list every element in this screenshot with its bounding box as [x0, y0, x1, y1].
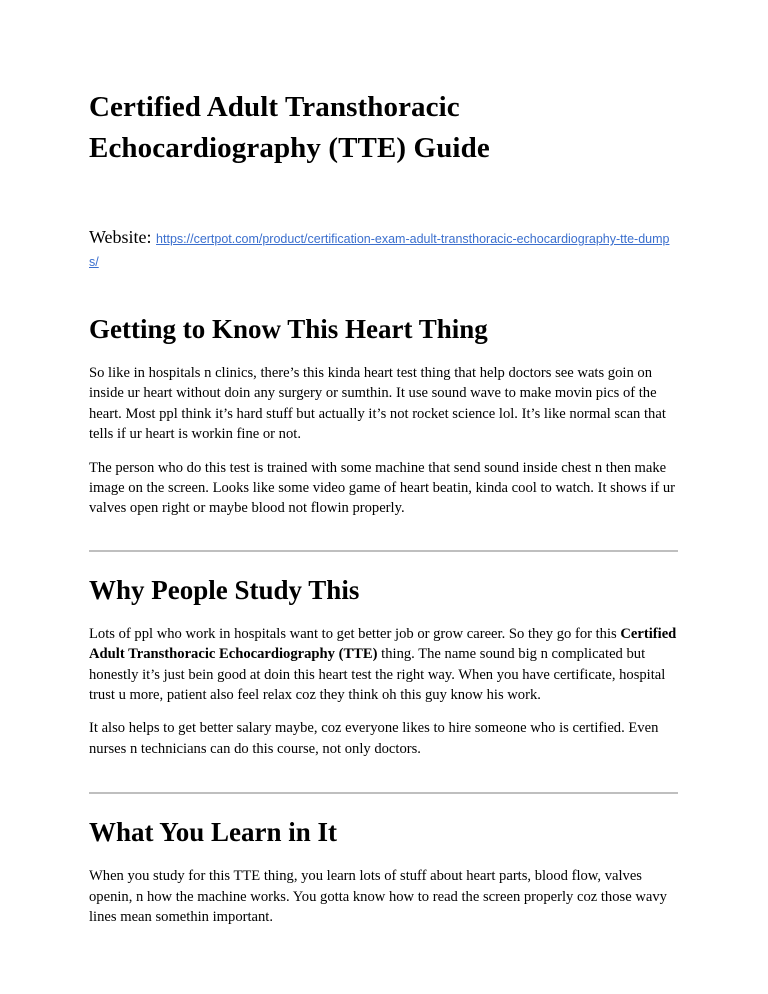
paragraph: When you study for this TTE thing, you learn lots of stuff about heart parts, blood flow, valves openin, n how the machine works. You gotta know how to read the screen properly coz those wavy lines mean somethin important. — [89, 868, 667, 926]
paragraph: So like in hospitals n clinics, there’s this kinda heart test thing that help doctors see wats goin on inside ur heart without doin any surgery or sumthin. It use sound wave to make movin pics of the heart. Most ppl think it’s hard stuff but actually it’s not rocket science lol. It’s like normal scan that tells if ur heart is workin fine or not. — [89, 365, 666, 443]
section-heading-getting-to-know: Getting to Know This Heart Thing — [89, 314, 488, 344]
website-line — [89, 169, 678, 272]
paragraph-text-part: Lots of ppl who work in hospitals want to get better job or grow career. So they go for this — [89, 625, 621, 642]
section-heading-what-you-learn: What You Learn in It — [89, 817, 338, 848]
paragraph-bold-term: Certified Adult Transthoracic Echocardiography (TTE) — [89, 625, 677, 663]
website-label: Website: — [89, 227, 152, 247]
website-url-link[interactable]: https://certpot.com/product/certification-exam-adult-transthoracic-echocardiography-tte-dumps/ — [89, 232, 670, 269]
paragraph: It also helps to get better salary maybe, coz everyone likes to hire someone who is certified. Even nurses n technicians can do this course, not only doctors. — [89, 720, 659, 757]
section-heading-why-people-study: Why People Study This — [89, 574, 360, 605]
paragraph-text-part: thing. The name sound big n complicated but honestly it’s just bein good at doin this heart test the right way. When you have certificate, hospital trust u more, patient also feel relax coz they think oh this guy know his work. — [89, 646, 666, 704]
page-title: Certified Adult Transthoracic Echocardiography (TTE) Guide — [89, 91, 490, 164]
paragraph: The person who do this test is trained with some machine that send sound inside chest n then make image on the screen. Looks like some video game of heart beatin, kinda cool to watch. It shows if ur valves open right or maybe blood not flowin properly. — [89, 459, 676, 517]
document-content — [89, 0, 678, 928]
paragraph — [89, 606, 678, 706]
